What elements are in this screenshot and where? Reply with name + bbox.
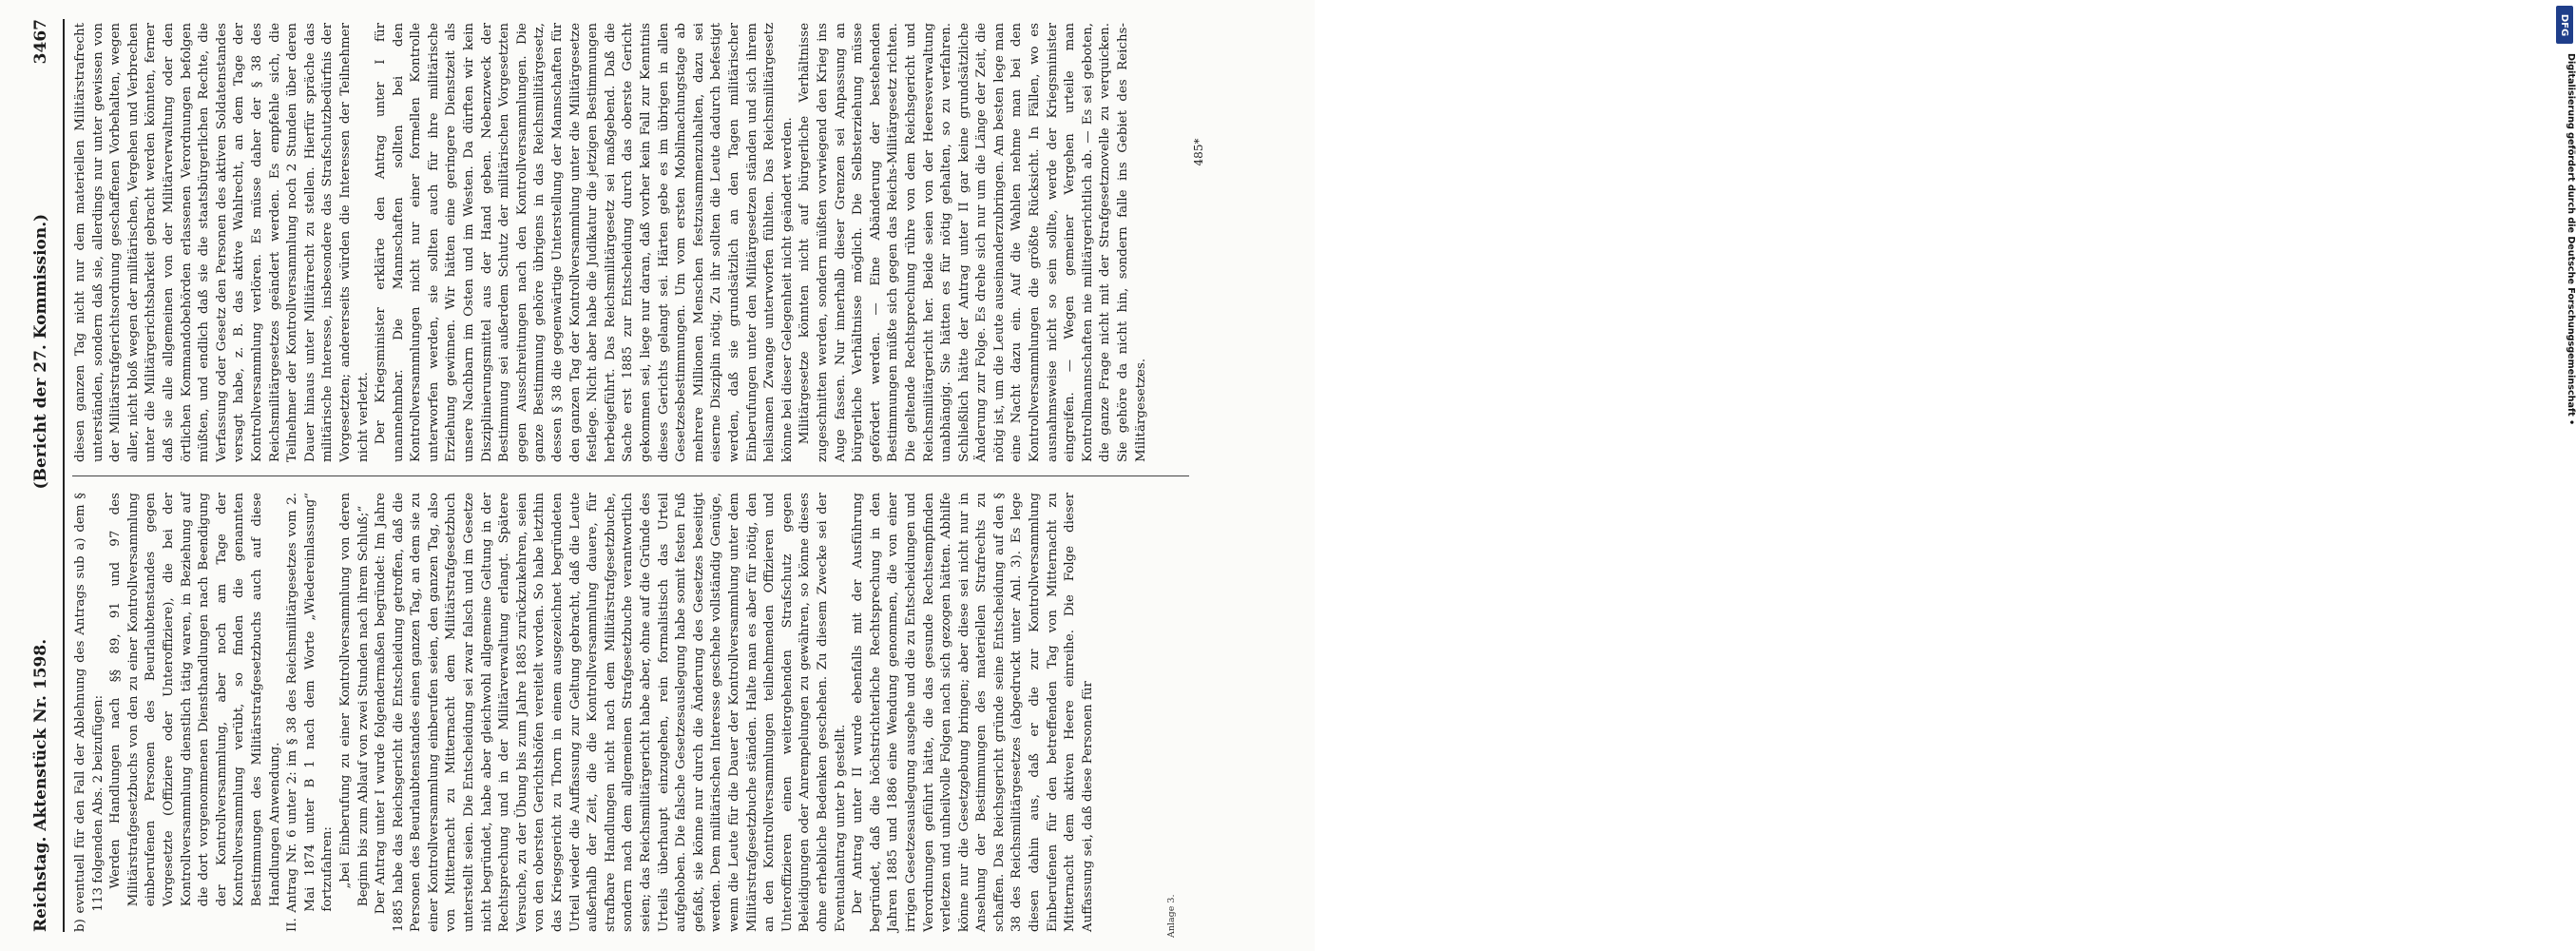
header-left-title: Reichstag. Aktenstück Nr. 1598. bbox=[31, 638, 50, 932]
paragraph: b) eventuell für den Fall der Ablehnung des Antrags sub a) dem § 113 folgenden Abs. 2 beizufügen: bbox=[73, 493, 106, 932]
dfg-sidebar bbox=[1272, 0, 2576, 951]
paragraph: Werden Handlungen nach §§ 89, 91 und 97 des Militärstrafgesetzbuchs von den zu einer Kontrollversammlung einberufenen Personen des Beurlaubtenstandes gegen Vorgesetzte (Offiziere oder Unteroffiziere), die bei der Kontrollversammlung dienstlich tätig waren, in Beziehung auf die dort vorgenommenen Diensthandlungen nach Beendigung der Kontrollversammlung, aber noch am Tage der Kontrollversammlung verübt, so finden die genannten Bestimmungen des Militärstrafgesetzbuchs auch auf diese Handlungen Anwendung. bbox=[108, 493, 282, 907]
left-text-column bbox=[72, 493, 1194, 932]
paragraph: „bei Einberufung zu einer Kontrollversammlung von deren Beginn bis zum Ablauf von zwei Stunden nach ihrem Schluß;“ bbox=[337, 493, 371, 907]
margin-note: Anlage 3. bbox=[1166, 894, 1177, 938]
dfg-logo: DFG bbox=[2556, 6, 2573, 44]
page-number: 3467 bbox=[31, 19, 50, 65]
dfg-funding-note: Digitalisierung gefördert durch die Deutsche Forschungsgemeinschaft • bbox=[2566, 53, 2576, 426]
header-rule bbox=[63, 19, 65, 932]
paragraph: Der Antrag unter II wurde ebenfalls mit der Ausführung begründet, daß die höchstrichterliche Rechtsprechung in den Jahren 1885 und 1886 eine Wendung genommen, die von einer irrigen Gesetzesauslegung ausgehe und die zu Entscheidungen und Verordnungen geführt hätte, die das gesunde Rechtsempfinden verletzen und unheilvolle Folgen nach sich gezogen hätten. Abhilfe könne nur die Gesetzgebung bringen; aber diese sei nicht nur in Ansehung der Bestimmungen des materiellen Strafrechts zu schaffen. Das Reichsgericht gründe seine Entscheidung auf den § 38 des Reichsmilitärgesetzes (abgedruckt unter Anl. 3). Es lege diesen dahin aus, daß er die zur Kontrollversammlung Einberufenen für den betreffenden Tag von Mitternacht zu Mitternacht dem aktiven Heere einreihe. Die Folge dieser Auffassung sei, daß diese Personen für bbox=[851, 493, 1095, 932]
right-text-column bbox=[72, 23, 1194, 462]
paragraph: Der Kriegsminister erklärte den Antrag unter I für unannehmbar. Die Mannschaften sollten bei den Kontrollversammlungen nicht nur einer formellen Kontrolle unterworfen werden, sie sollten auch für ihre militärische Erziehung gewinnen. Wir hätten eine geringere Dienstzeit als unsere Nachbarn im Osten und im Westen. Da dürften wir kein Disziplinierungsmittel aus der Hand geben. Nebenzweck der Bestimmung sei außerdem Schutz der militärischen Vorgesetzten gegen Ausschreitungen nach den Kontrollversammlungen. Die ganze Bestimmung gehöre übrigens in das Reichsmilitärgesetz, dessen § 38 die gegenwärtige Unterstellung der Mannschaften für den ganzen Tag der Kontrollversammlung unter die Militärgesetze festlege. Nicht aber habe die Judikatur die jetzigen Bestimmungen herbeigeführt. Das Reichsmilitärgesetz sei maßgebend. Daß die Sache erst 1885 zur Entscheidung durch das oberste Gericht gekommen sei, liege nur daran, daß vorher kein Fall zur Kenntnis dieses Gerichts gelangt sei. Härten gebe es im übrigen in allen Gesetzesbestimmungen. Um vom ersten Mobilmachungstage ab mehrere Millionen Menschen festzusammenzuhalten, dazu sei eiserne Disziplin nötig. Zu ihr sollten die Leute dadurch befestigt werden, daß sie grundsätzlich an den Tagen militärischer Einberufungen unter den Militärgesetzen ständen und sich ihrem heilsamen Zwange unterworfen fühlten. Das Reichsmilitärgesetz könne bei dieser Gelegenheit nicht geändert werden. bbox=[374, 23, 795, 462]
paragraph: diesen ganzen Tag nicht nur dem materiellen Militärstrafrecht unterständen, sondern daß sie, allerdings nur unter gewissen von der Militärstrafgerichtsordnung geschaffenen Vorbehalten, wegen aller, nicht bloß wegen der militärischen, Vergehen und Verbrechen unter die Militärgerichtsbarkeit gebracht werden könnten, ferner daß sie alle allgemeinen von der Militärverwaltung oder den örtlichen Kommandobehörden erlassenen Verordnungen befolgen müßten, und endlich daß sie die staatsbürgerlichen Rechte, die Verfassung oder Gesetz den Personen des aktiven Soldatenstandes versagt habe, z. B. das aktive Wahlrecht, an dem Tage der Kontrollversammlung verlören. Es müsse daher der § 38 des Reichsmilitärgesetzes geändert werden. Es empfehle sich, die Teilnehmer der Kontrollversammlung noch 2 Stunden über deren Dauer hinaus unter Militärrecht zu stellen. Hierfür spräche das militärische Interesse, insbesondere das Strafschutzbedürfnis der Vorgesetzten; andererseits würden die Interessen der Teilnehmer nicht verletzt. bbox=[73, 23, 371, 462]
paragraph: II. Antrag Nr. 6 unter 2: im § 38 des Reichsmilitärgesetzes vom 2. Mai 1874 unter B 1 nach dem Worte „Wiedereinlassung“ fortzufahren: bbox=[285, 493, 336, 932]
paragraph: Militärgesetze könnten nicht auf bürgerliche Verhältnisse zugeschnitten werden, sondern müßten vorwiegend den Krieg ins Auge fassen. Nur innerhalb dieser Grenzen sei Anpassung an bürgerliche Verhältnisse möglich. Die Selbsterziehung müsse gefördert werden. — Eine Abänderung der bestehenden Bestimmungen müßte sich gegen das Reichs-Militärgesetz richten. Die geltende Rechtsprechung rühre von dem Reichsgericht und Reichsmilitärgericht her. Beide seien von der Heeresverwaltung unabhängig. Sie hätten es für nötig gehalten, so zu verfahren. Schließlich hätte der Antrag unter II gar keine grundsätzliche Änderung zur Folge. Es drehe sich nur um die Länge der Zeit, die nötig ist, um die Leute auseinanderzubringen. Am besten lege man eine Nacht dazu ein. Auf die Wahlen nehme man bei den Kontrollversammlungen die größte Rücksicht. In Fällen, wo es ausnahmsweise nicht so sein sollte, werde der Kriegsminister eingreifen. — Wegen gemeiner Vergehen urteile man Kontrollmannschaften nie militärgerichtlich ab. — Es sei geboten, die ganze Frage nicht mit der Strafgesetznovelle zu verquicken. Sie gehöre da nicht hin, sondern falle ins Gebiet des Reichs-Militärgesetzes. bbox=[798, 23, 1148, 462]
paragraph: Der Antrag unter I wurde folgendermaßen begründet: Im Jahre 1885 habe das Reichsgericht die Entscheidung getroffen, daß die Personen des Beurlaubtenstandes einen ganzen Tag, an dem sie zu einer Kontrollversammlung einberufen seien, den ganzen Tag, also von Mitternacht zu Mitternacht dem Militärstrafgesetzbuch unterstellt seien. Die Entscheidung sei zwar falsch und im Gesetze nicht begründet, habe aber gleichwohl allgemeine Geltung in der Rechtsprechung und in der Militärverwaltung erlangt. Spätere Versuche, zu der Übung bis zum Jahre 1885 zurückzukehren, seien von den obersten Gerichtshöfen vereitelt worden. So habe letzthin das Kriegsgericht zu Thorn in einem ausgezeichnet begründeten Urteil wieder die Auffassung zur Geltung gebracht, daß die Leute außerhalb der Zeit, die die Kontrollversammlung dauere, für strafbare Handlungen nicht nach dem Militärstrafgesetzbuche, sondern nach dem allgemeinen Strafgesetzbuche verantwortlich seien; das Reichsmilitärgericht habe aber, ohne auf die Gründe des Urteils überhaupt einzugehen, rein formalistisch das Urteil aufgehoben. Die falsche Gesetzesauslegung habe somit festen Fuß gefaßt, sie könne nur durch die Änderung des Gesetzes beseitigt werden. Dem militärischen Interesse geschehe vollständig Genüge, wenn die Leute für die Dauer der Kontrollversammlung unter dem Militärstrafgesetzbuche ständen. Halte man es aber für nötig, den an den Kontrollversammlungen teilnehmenden Offizieren und Unteroffizieren einen weitergehenden Strafschutz gegen Beleidigungen oder Anrempelungen zu gewähren, so könne dieses ohne erhebliche Bedenken geschehen. Zu diesem Zwecke sei der Eventualantrag unter b gestellt. bbox=[374, 493, 848, 932]
rotated-document-page bbox=[21, 19, 1247, 938]
page-header bbox=[21, 19, 61, 932]
signature-mark: 485* bbox=[1192, 138, 1205, 166]
header-middle-title: (Bericht der 27. Kommission.) bbox=[31, 213, 50, 490]
